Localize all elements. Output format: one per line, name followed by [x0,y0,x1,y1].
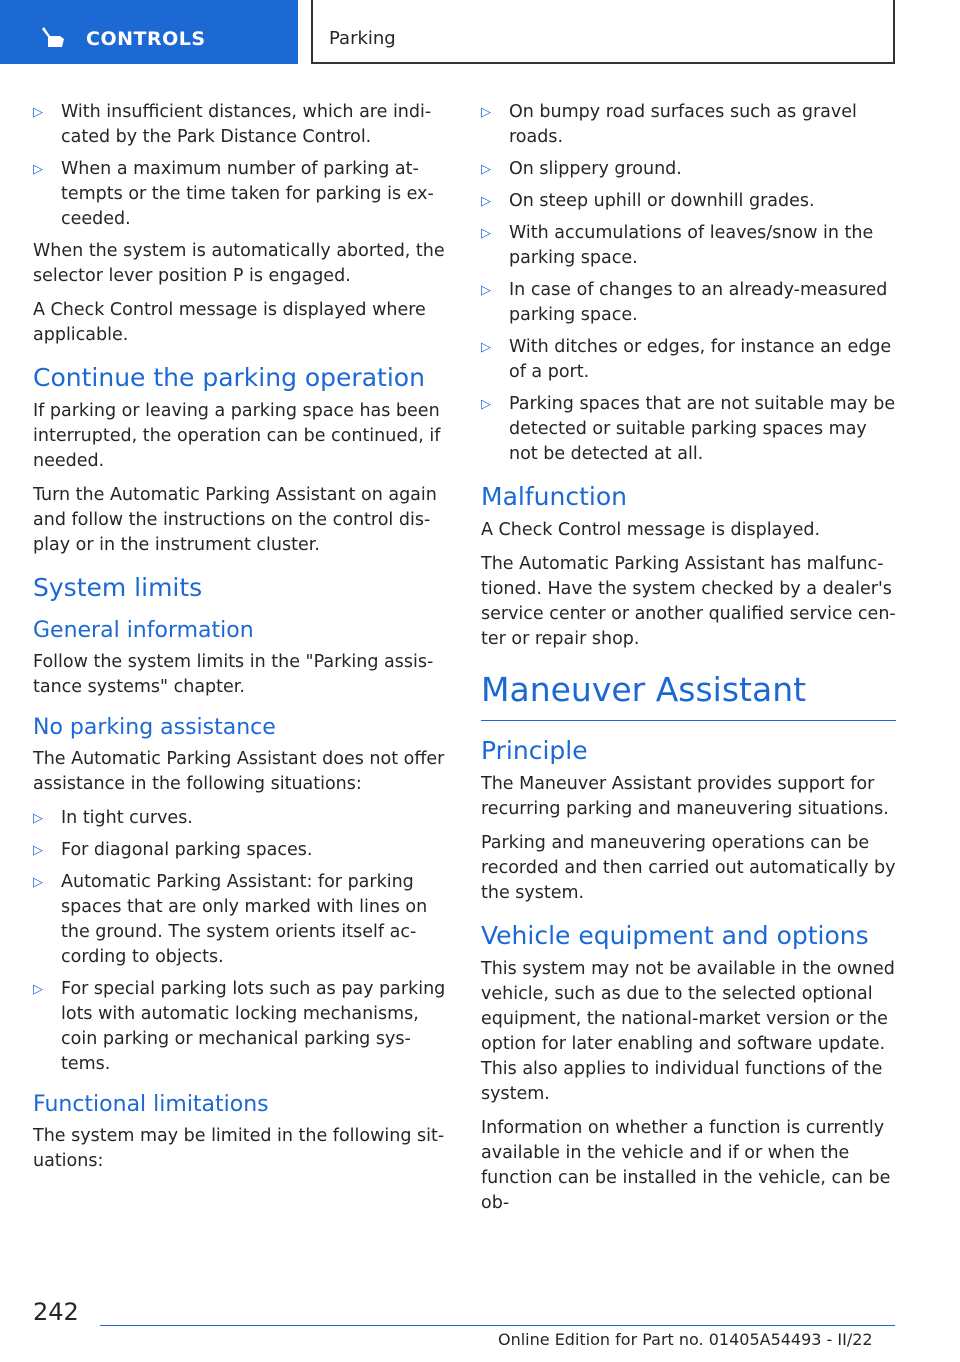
paragraph: A Check Control message is displayed where applicable. [33,300,426,345]
heading-continue-parking: Continue the parking operation [33,363,425,392]
paragraph: The Automatic Parking Assistant has malfunctioned. Have the system checked by a dealer's service center or another qualified service center or repair shop. [481,554,896,649]
list-item: ▷ With accumulations of leaves/snow in the parking space. [481,223,874,268]
triangle-bullet-icon: ▷ [33,811,43,826]
triangle-bullet-icon: ▷ [481,340,491,355]
paragraph: The Maneuver Assistant provides support for recurring parking and maneuvering situations. [481,774,889,819]
paragraph: A Check Control message is displayed. [481,520,821,540]
heading-no-parking-assistance: No parking assistance [33,715,276,740]
list-item: ▷ On steep uphill or downhill grades. [481,189,896,214]
paragraph: Follow the system limits in the "Parking assistance systems" chapter. [33,652,434,697]
triangle-bullet-icon: ▷ [33,105,43,120]
heading-system-limits: System limits [33,573,203,602]
page-header [0,0,960,66]
list-item: ▷ With insufficient distances, which are indicated by the Park Distance Control. [33,102,432,147]
section-label: Parking [329,28,396,49]
paragraph: When the system is automatically aborted, the selector lever position P is engaged. [33,241,445,286]
triangle-bullet-icon: ▷ [33,843,43,858]
list-item: ▷ For diagonal parking spaces. [33,838,448,863]
list-item: ▷ For special parking lots such as pay parking lots with automatic locking mechanisms, coin parking or mechanical parking systems. [33,979,446,1074]
triangle-bullet-icon: ▷ [33,162,43,177]
triangle-bullet-icon: ▷ [481,226,491,241]
paragraph: Turn the Automatic Parking Assistant on again and follow the instructions on the control display or in the instrument cluster. [33,485,437,555]
paragraph: Parking and maneuvering operations can be recorded and then carried out automatically by the system. [481,833,896,903]
paragraph: This system may not be available in the owned vehicle, such as due to the selected optional equipment, the national-market version or the option for later enabling and software update. This also applies to individual functions of the system. [481,959,895,1104]
list-item: ▷ On bumpy road surfaces such as gravel roads. [481,102,857,147]
page-number: 242 [33,1298,79,1326]
list-item: ▷ Parking spaces that are not suitable may be detected or suitable parking spaces may not be detected at all. [481,394,896,464]
chapter-label: CONTROLS [86,28,206,50]
list-item: ▷ With ditches or edges, for instance an edge of a port. [481,337,892,382]
heading-vehicle-equipment: Vehicle equipment and options [481,921,869,950]
paragraph: The system may be limited in the following situations: [33,1126,445,1171]
footer-divider [100,1325,895,1326]
edition-note: Online Edition for Part no. 01405A54493 - II/22 [498,1330,873,1349]
triangle-bullet-icon: ▷ [481,397,491,412]
heading-malfunction: Malfunction [481,482,627,511]
chapter-tab[interactable] [0,0,298,64]
left-column [33,100,448,1183]
list-item: ▷ In case of changes to an already-measured parking space. [481,280,888,325]
list-item: ▷ Automatic Parking Assistant: for parking spaces that are only marked with lines on the ground. The system orients itself according to objects. [33,872,428,967]
paragraph: The Automatic Parking Assistant does not offer assistance in the following situations: [33,749,445,794]
paragraph: Information on whether a function is currently available in the vehicle and if or when the function can be installed in the vehicle, can be ob- [481,1118,891,1213]
list-item: ▷ When a maximum number of parking attempts or the time taken for parking is exceeded. [33,159,434,229]
triangle-bullet-icon: ▷ [33,875,43,890]
triangle-bullet-icon: ▷ [33,982,43,997]
section-tab[interactable] [311,0,895,64]
heading-principle: Principle [481,736,588,765]
list-item: ▷ On slippery ground. [481,157,896,182]
no-assistance-list [33,806,448,1077]
limitations-list [481,100,896,467]
paragraph: If parking or leaving a parking space has been interrupted, the operation can be continued, if needed. [33,401,441,471]
triangle-bullet-icon: ▷ [481,162,491,177]
heading-maneuver-assistant: Maneuver Assistant [481,668,896,721]
right-column [481,100,896,1225]
triangle-bullet-icon: ▷ [481,105,491,120]
list-item: ▷ In tight curves. [33,806,448,831]
triangle-bullet-icon: ▷ [481,194,491,209]
triangle-bullet-icon: ▷ [481,283,491,298]
heading-functional-limitations: Functional limitations [33,1092,269,1117]
abort-conditions-list [33,100,448,232]
heading-general-information: General information [33,618,254,643]
hand-pointer-icon [38,25,68,51]
